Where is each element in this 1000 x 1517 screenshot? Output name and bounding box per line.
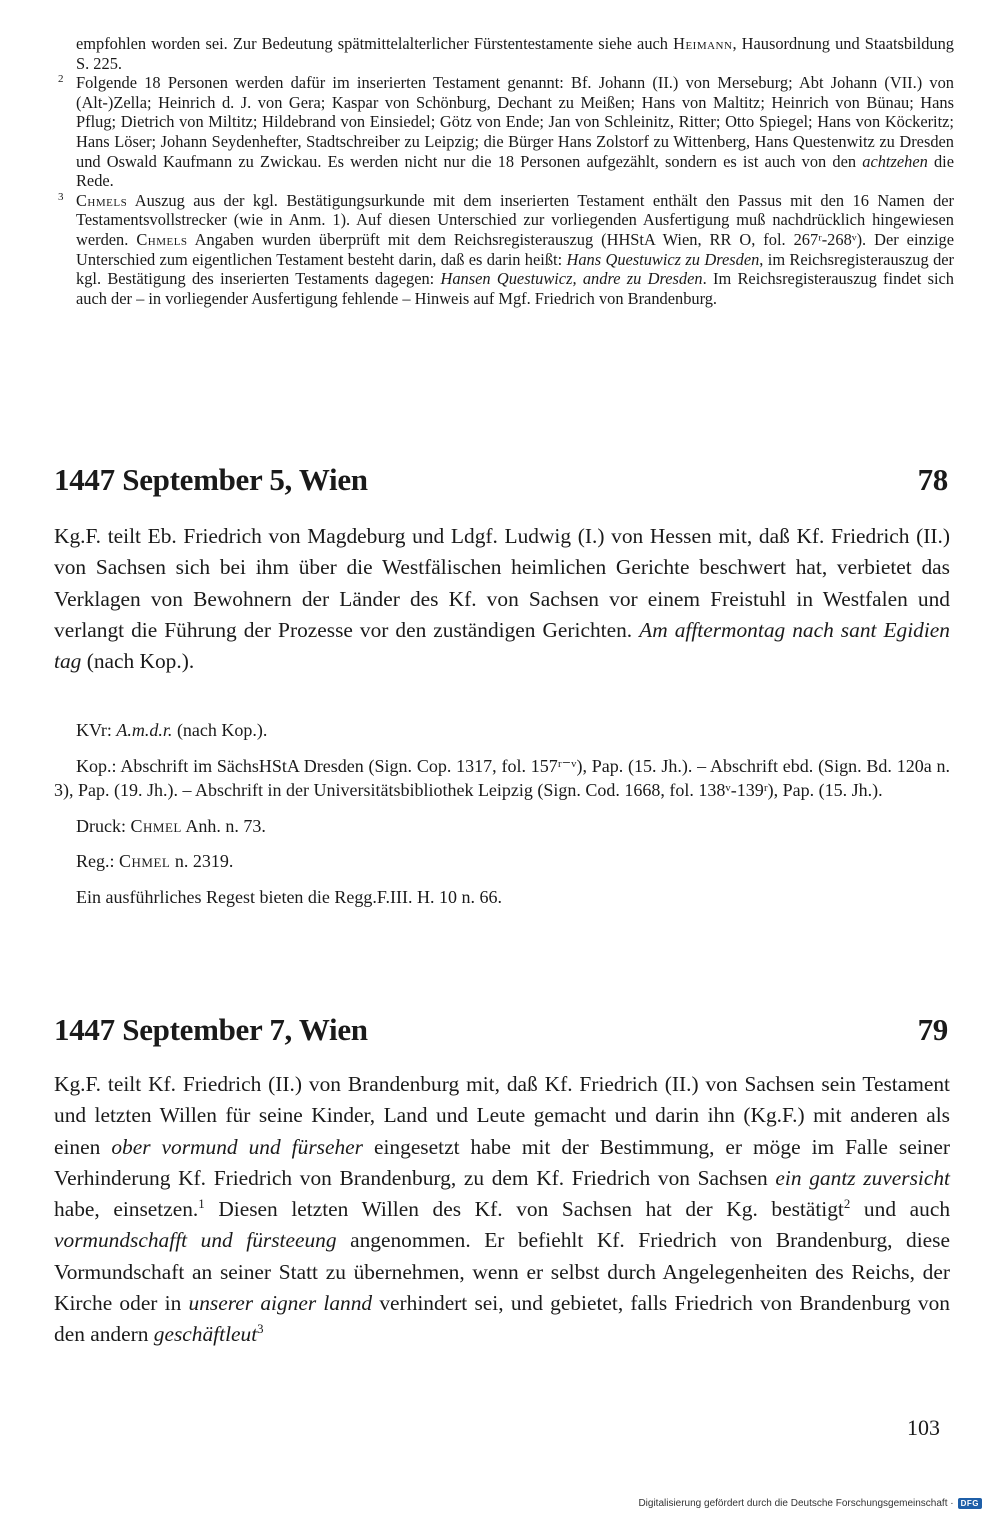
footnote-quote: Hans Questuwicz zu Dresden [566,249,760,269]
footnote-3 [54,191,954,309]
footnote-text: Angaben wurden überprüft mit dem Reichsregisterauszug (HHStA Wien, RR O, fol. 267ʳ-268ᵛ). Der einzige Unterschied zum eigentlichen Testament besteht darin, daß es darin heißt: [76,229,954,269]
footnote-text: Auszug aus der kgl. Bestätigungsurkunde mit dem inserierten Testament enthält den Passus mit den 16 Namen der Testamentsvollstrecker (wie in Anm. 1). Auf diesen Unterschied zur vorliegenden Ausfertigung muß nachdrücklich hingewiesen werden. [76,190,954,249]
summary-text: verhindert sei, und gebietet, falls Friedrich von Brandenburg von den andern [54,1291,951,1347]
footnote-number: 3 [58,190,64,203]
summary-quote: unserer aigner lannd [188,1291,373,1316]
footer-text: Digitalisierung gefördert durch die Deutsche Forschungsgemeinschaft · [638,1498,954,1509]
entry-date: 1447 September 5, Wien [54,462,368,497]
summary-text: habe, einsetzen. [54,1197,199,1222]
kop-line: Kop.: Abschrift im SächsHStA Dresden (Sign. Cop. 1317, fol. 157ʳ⁻ᵛ), Pap. (15. Jh.). – Abschrift ebd. (Sign. Bd. 120a n. 3), Pap. (19. Jh.). – Abschrift in der Universitätsbibliothek Leipzig (Sign. Cod. 1668, fol. 138ᵛ-139ʳ), Pap. (15. Jh.). [54,755,950,801]
footnote-ref: 1 [198,1197,205,1212]
entry-79-heading [54,1012,948,1048]
summary-quote: ein gantz zuversicht [775,1165,950,1190]
footnote-text: Folgende 18 Personen werden dafür im inserierten Testament genannt: Bf. Johann (II.) von Merseburg; Abt Johann (VII.) von (Alt-)Zella; Heinrich d. J. von Gera; Kaspar von Schönburg, Dechant zu Meißen; Hans von Maltitz; Heinrich von Bünau; Hans Pflug; Dietrich von Miltitz; Hildebrand von Einsiedel; Götz von Ende; Jan von Schleinitz, Ritter; Otto Spiegel; Hans von Köckeritz; Hans Löser; Johann Seydenhefter, Stadtschreiber zu Leipzig; die Bürger Hans Zolstorf zu Wittenberg, Hans Questenwitz zu Dresden und Oswald Kaufmann zu Zwickau. Es werden nicht nur die 18 Personen aufgezählt, sondern es ist auch von den [76,73,954,171]
entry-date: 1447 September 7, Wien [54,1012,368,1047]
druck-label: Druck: [76,815,131,836]
author-name: Chmel [130,815,182,836]
footnote-quote: Hansen Questuwicz, andre zu Dresden [440,269,703,289]
footnote-ref: 3 [257,1322,264,1337]
entry-78-heading [54,462,948,498]
author-name: Heimann [673,34,733,53]
kvr-line [54,718,950,743]
summary-text: (nach Kop.). [81,649,195,674]
page-number: 103 [907,1415,940,1440]
footnote-2 [54,73,954,191]
footnote-text: empfohlen worden sei. Zur Bedeutung spätmittelalterlicher Fürstentestamente siehe auch [76,34,668,53]
entry-78-body [54,521,950,677]
entry-summary [54,521,950,677]
summary-quote: Am afftermontag nach sant Egidien tag [54,617,950,674]
footnote-number: 2 [58,73,64,86]
kvr-value: A.m.d.r. [116,720,173,740]
reg-line [54,849,950,874]
author-name: Chmels [136,229,188,249]
summary-text: Kg.F. teilt Kf. Friedrich (II.) von Brandenburg mit, daß Kf. Friedrich (II.) von Sachsen sein Testament und letzten Willen für seine Kinder, Land und Leute gemacht und darin ihn (Kg.F.) mit anderen als einen [54,1072,950,1159]
entry-78-sources [54,718,950,921]
footnote-continuation [54,34,954,73]
footnote-quote: achtzehen [862,151,928,171]
kvr-label: KVr: [76,720,117,740]
summary-text: und auch [850,1197,951,1222]
entry-summary [54,1069,950,1351]
author-name: Chmels [76,190,128,210]
author-name: Chmel [119,851,171,872]
footer-credit [638,1498,982,1509]
footnote-text: die Rede. [76,151,955,191]
footnote-text: , Hausordnung und Staatsbildung S. 225. [76,34,954,73]
summary-text: eingesetzt habe mit der Bestimmung, er möge im Falle seiner Verhinderung Kf. Friedrich von Brandenburg, zu dem Kf. Friedrich von Sachsen [54,1134,950,1190]
summary-quote: vormundschafft und fürsteeung [54,1228,337,1253]
regest-line: Ein ausführliches Regest bieten die Regg.F.III. H. 10 n. 66. [76,886,502,907]
footnote-text: . Im Reichsregisterauszug findet sich auch der – in vorliegender Ausfertigung fehlende – Hinweis auf Mgf. Friedrich von Brandenburg. [76,269,954,308]
footnote-text: , im Reichsregisterauszug der kgl. Bestätigung des inserierten Testaments dagegen: [76,249,954,289]
footnote-ref: 2 [843,1197,851,1212]
entry-79-body [54,1069,950,1351]
summary-text: angenommen. Er befiehlt Kf. Friedrich von Brandenburg, diese Vormundschaft an seiner Statt zu übernehmen, wenn er selbst durch Angelegenheiten des Reichs, der Kirche oder in [54,1228,950,1316]
reg-rest: n. 2319. [170,851,234,872]
druck-rest: Anh. n. 73. [181,815,266,836]
druck-line [54,814,950,839]
summary-quote: geschäftleut [153,1322,258,1347]
dfg-logo-icon: DFG [958,1498,982,1509]
summary-text: Kg.F. teilt Eb. Friedrich von Magdeburg und Ldgf. Ludwig (I.) von Hessen mit, daß Kf. Friedrich (II.) von Sachsen sich bei ihm über die Westfälischen heimlichen Gerichte beschwert hat, verbietet das Verklagen von Bewohnern der Länder des Kf. von Sachsen vor einem Freistuhl in Westfalen und verlangt die Führung der Prozesse vor den zuständigen Gerichten. [54,524,950,642]
footnotes-block [54,34,954,308]
entry-number: 78 [917,462,948,497]
summary-quote: ober vormund und fürseher [111,1134,363,1159]
kvr-rest: (nach Kop.). [172,720,268,740]
reg-label: Reg.: [76,851,119,872]
entry-number: 79 [917,1012,948,1047]
summary-text: Diesen letzten Willen des Kf. von Sachsen hat der Kg. bestätigt [204,1197,844,1222]
